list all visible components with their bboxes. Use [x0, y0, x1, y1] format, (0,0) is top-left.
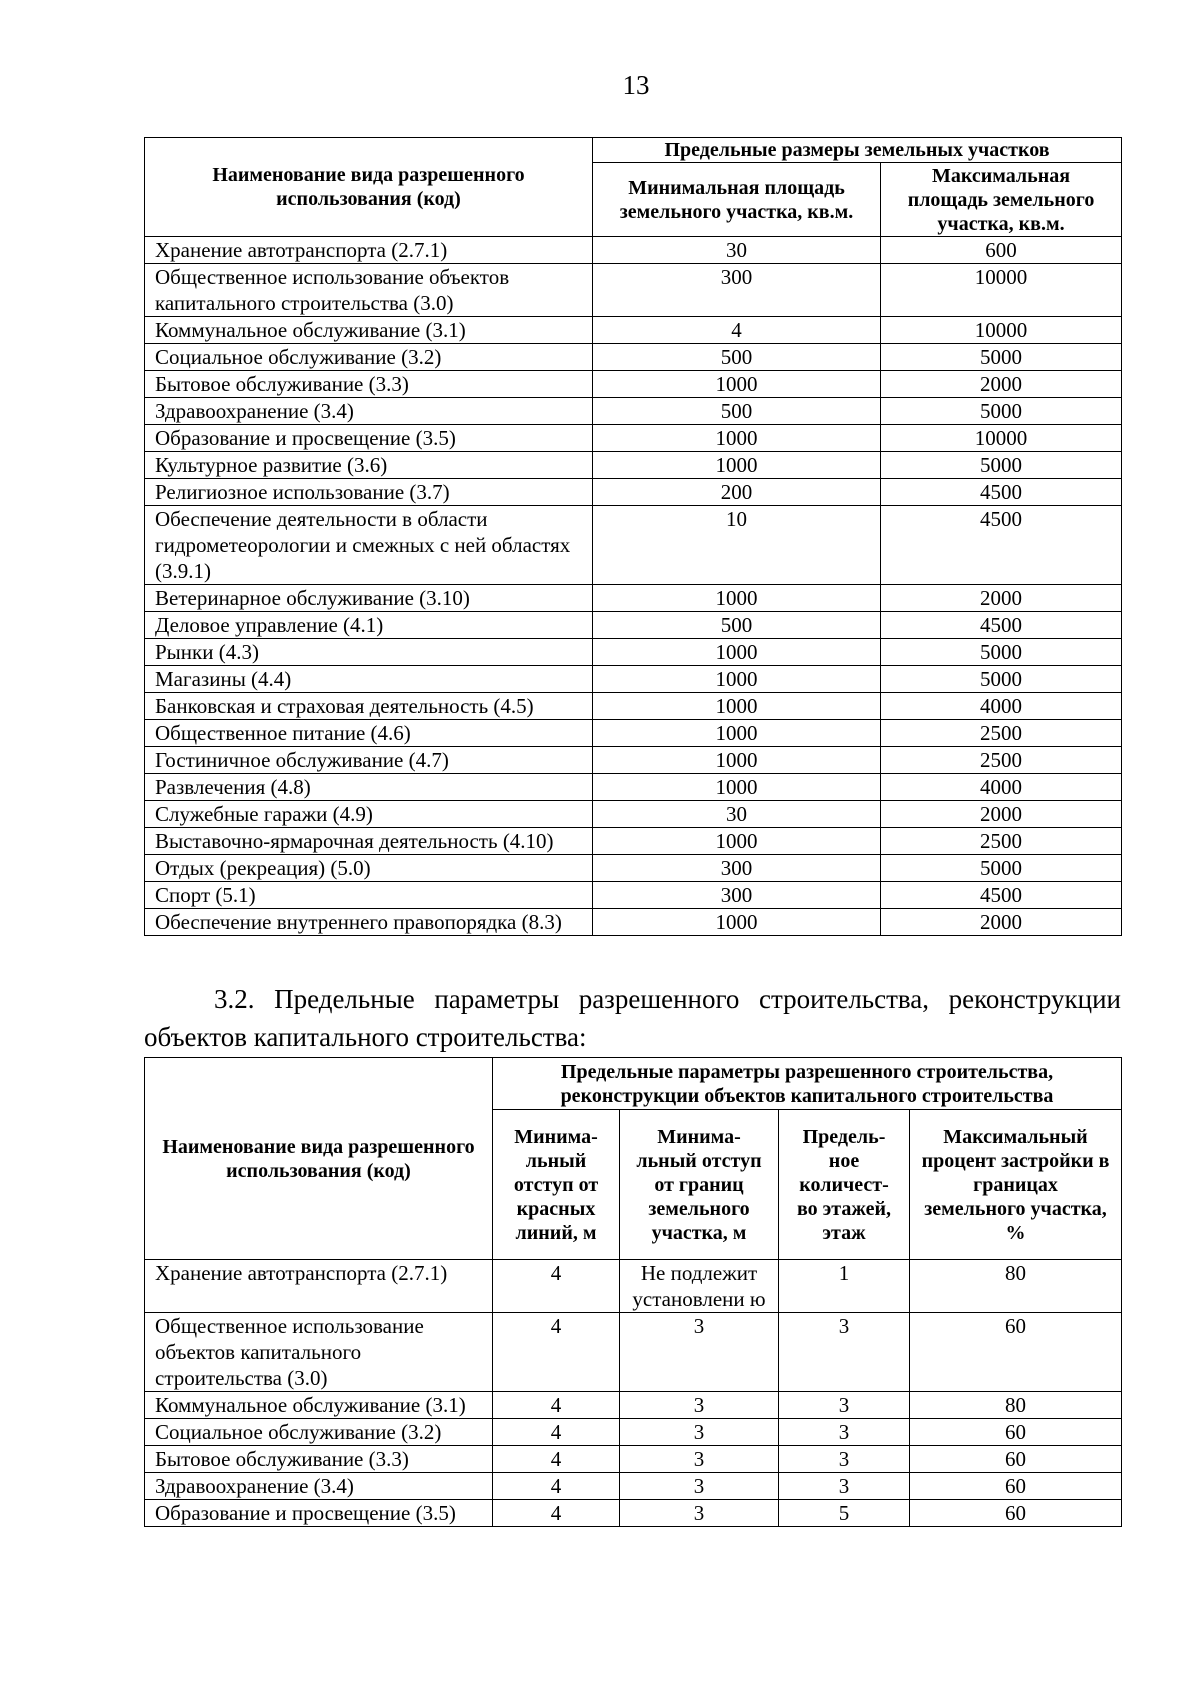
table-cell-name: Религиозное использование (3.7) [145, 479, 593, 506]
table-cell-value: 1000 [593, 747, 881, 774]
table-cell-name: Служебные гаражи (4.9) [145, 801, 593, 828]
land-plot-size-table [144, 137, 1122, 936]
table-cell-value: 10000 [881, 425, 1122, 452]
table-cell-value: 5000 [881, 666, 1122, 693]
table-cell-value: 10000 [881, 317, 1122, 344]
table-cell-name: Отдых (рекреация) (5.0) [145, 855, 593, 882]
t1-header-min: Минимальная площадь земельного участка, кв.м. [593, 163, 881, 237]
table-row [145, 747, 1122, 774]
table-cell-value: 2000 [881, 585, 1122, 612]
table-cell-value: 4 [593, 317, 881, 344]
table-row [145, 1419, 1122, 1446]
table-cell-value: 30 [593, 237, 881, 264]
table-row [145, 344, 1122, 371]
table-cell-name: Рынки (4.3) [145, 639, 593, 666]
table-cell-name: Обеспечение внутреннего правопорядка (8.3) [145, 909, 593, 936]
table-cell-value: 500 [593, 612, 881, 639]
table-cell-name: Выставочно-ярмарочная деятельность (4.10) [145, 828, 593, 855]
table-cell-value: 300 [593, 882, 881, 909]
table-row [145, 1313, 1122, 1392]
page-number: 13 [622, 70, 650, 100]
t2-header-name: Наименование вида разрешенного использования (код) [145, 1058, 493, 1260]
t2-header-c2: Минима-льный отступ от границ земельного участка, м [620, 1110, 779, 1260]
table-row [145, 855, 1122, 882]
table-row [145, 1392, 1122, 1419]
table-cell-value: 80 [910, 1392, 1122, 1419]
table-cell-value: 10 [593, 506, 881, 585]
table-cell-value: 1000 [593, 371, 881, 398]
table-cell-value: Не подлежит установлени ю [620, 1260, 779, 1313]
table-row [145, 585, 1122, 612]
table-cell-value: 4 [493, 1260, 620, 1313]
table-cell-value: 5 [779, 1500, 910, 1527]
table-cell-value: 60 [910, 1419, 1122, 1446]
table-cell-value: 4 [493, 1419, 620, 1446]
table-cell-value: 2500 [881, 828, 1122, 855]
t2-header-group: Предельные параметры разрешенного строительства, реконструкции объектов капитального строительства [493, 1058, 1122, 1110]
table-cell-value: 1000 [593, 720, 881, 747]
table-cell-name: Гостиничное обслуживание (4.7) [145, 747, 593, 774]
table-cell-name: Ветеринарное обслуживание (3.10) [145, 585, 593, 612]
table-cell-name: Общественное использование объектов капитального строительства (3.0) [145, 264, 593, 317]
table-cell-value: 3 [779, 1419, 910, 1446]
section-paragraph: 3.2. Предельные параметры разрешенного строительства, реконструкции объектов капитального строительства: [144, 984, 1121, 1052]
table-cell-value: 200 [593, 479, 881, 506]
table-cell-name: Коммунальное обслуживание (3.1) [145, 1392, 493, 1419]
table-row [145, 882, 1122, 909]
table-cell-value: 4500 [881, 882, 1122, 909]
table-cell-value: 3 [620, 1446, 779, 1473]
table-cell-name: Магазины (4.4) [145, 666, 593, 693]
table-cell-value: 300 [593, 264, 881, 317]
table-cell-value: 1000 [593, 909, 881, 936]
table-cell-value: 3 [779, 1313, 910, 1392]
table-cell-value: 4 [493, 1313, 620, 1392]
table-cell-value: 500 [593, 344, 881, 371]
table-cell-name: Бытовое обслуживание (3.3) [145, 1446, 493, 1473]
table-cell-value: 3 [620, 1419, 779, 1446]
table-cell-name: Бытовое обслуживание (3.3) [145, 371, 593, 398]
table-row [145, 720, 1122, 747]
table-cell-value: 300 [593, 855, 881, 882]
table-cell-value: 600 [881, 237, 1122, 264]
table-cell-value: 2000 [881, 371, 1122, 398]
table-cell-value: 4000 [881, 774, 1122, 801]
table-cell-name: Обеспечение деятельности в области гидрометеорологии и смежных с ней областях (3.9.1) [145, 506, 593, 585]
table-cell-name: Общественное использование объектов капитального строительства (3.0) [145, 1313, 493, 1392]
table-row [145, 1500, 1122, 1527]
table-cell-name: Здравоохранение (3.4) [145, 398, 593, 425]
table-row [145, 693, 1122, 720]
table-cell-value: 60 [910, 1500, 1122, 1527]
table-row [145, 237, 1122, 264]
table-cell-value: 4500 [881, 612, 1122, 639]
t1-header-max: Максимальная площадь земельного участка, кв.м. [881, 163, 1122, 237]
construction-params-table [144, 1057, 1122, 1527]
table-row [145, 1473, 1122, 1500]
t1-header-group: Предельные размеры земельных участков [593, 138, 1122, 163]
table-cell-value: 1000 [593, 425, 881, 452]
table-cell-value: 4500 [881, 479, 1122, 506]
table-cell-value: 10000 [881, 264, 1122, 317]
table-cell-name: Коммунальное обслуживание (3.1) [145, 317, 593, 344]
table-row [145, 774, 1122, 801]
table-row [145, 371, 1122, 398]
table-cell-name: Общественное питание (4.6) [145, 720, 593, 747]
table-cell-value: 1000 [593, 452, 881, 479]
table-row [145, 398, 1122, 425]
table-cell-value: 3 [620, 1473, 779, 1500]
table-row [145, 425, 1122, 452]
table-cell-value: 3 [779, 1446, 910, 1473]
table-cell-value: 60 [910, 1446, 1122, 1473]
table-cell-value: 1000 [593, 828, 881, 855]
table-row [145, 1260, 1122, 1313]
table-row [145, 801, 1122, 828]
table-cell-value: 30 [593, 801, 881, 828]
table-cell-value: 80 [910, 1260, 1122, 1313]
table-cell-value: 2500 [881, 720, 1122, 747]
table-cell-value: 4500 [881, 506, 1122, 585]
table-cell-value: 5000 [881, 452, 1122, 479]
table-cell-name: Здравоохранение (3.4) [145, 1473, 493, 1500]
table-row [145, 452, 1122, 479]
table-cell-value: 3 [620, 1392, 779, 1419]
table-cell-value: 1000 [593, 585, 881, 612]
table-cell-value: 4000 [881, 693, 1122, 720]
table-row [145, 909, 1122, 936]
table-cell-value: 1000 [593, 666, 881, 693]
table-cell-value: 3 [620, 1500, 779, 1527]
t2-body [145, 1260, 1122, 1527]
table-cell-value: 2000 [881, 909, 1122, 936]
table-cell-value: 500 [593, 398, 881, 425]
table-cell-value: 4 [493, 1392, 620, 1419]
table-cell-value: 5000 [881, 855, 1122, 882]
table-cell-name: Социальное обслуживание (3.2) [145, 1419, 493, 1446]
table-row [145, 666, 1122, 693]
table-cell-name: Образование и просвещение (3.5) [145, 1500, 493, 1527]
table-cell-name: Социальное обслуживание (3.2) [145, 344, 593, 371]
table-cell-value: 3 [779, 1392, 910, 1419]
table-cell-value: 4 [493, 1473, 620, 1500]
table-cell-value: 5000 [881, 344, 1122, 371]
table-cell-value: 1000 [593, 693, 881, 720]
table-cell-value: 5000 [881, 398, 1122, 425]
table-row [145, 828, 1122, 855]
t2-header-c1: Минима-льный отступ от красных линий, м [493, 1110, 620, 1260]
table-cell-value: 5000 [881, 639, 1122, 666]
t2-header-c3: Предель-ное количест-во этажей, этаж [779, 1110, 910, 1260]
table-row [145, 612, 1122, 639]
table-row [145, 317, 1122, 344]
table-cell-value: 3 [779, 1473, 910, 1500]
table-cell-value: 4 [493, 1446, 620, 1473]
table-row [145, 639, 1122, 666]
table-cell-name: Хранение автотранспорта (2.7.1) [145, 1260, 493, 1313]
table-cell-value: 1000 [593, 639, 881, 666]
table-cell-value: 1000 [593, 774, 881, 801]
table-cell-value: 2000 [881, 801, 1122, 828]
t2-header-c4: Максимальный процент застройки в границах земельного участка, % [910, 1110, 1122, 1260]
table-row [145, 506, 1122, 585]
table-cell-name: Образование и просвещение (3.5) [145, 425, 593, 452]
table-cell-name: Хранение автотранспорта (2.7.1) [145, 237, 593, 264]
table-cell-name: Спорт (5.1) [145, 882, 593, 909]
t1-header-name: Наименование вида разрешенного использования (код) [145, 138, 593, 237]
table-cell-name: Культурное развитие (3.6) [145, 452, 593, 479]
table-row [145, 479, 1122, 506]
table-cell-value: 2500 [881, 747, 1122, 774]
table-cell-value: 3 [620, 1313, 779, 1392]
table-row [145, 1446, 1122, 1473]
table-cell-name: Развлечения (4.8) [145, 774, 593, 801]
t1-body [145, 237, 1122, 936]
table-cell-value: 60 [910, 1473, 1122, 1500]
table-row [145, 264, 1122, 317]
table-cell-name: Банковская и страховая деятельность (4.5) [145, 693, 593, 720]
table-cell-value: 4 [493, 1500, 620, 1527]
table-cell-value: 1 [779, 1260, 910, 1313]
table-cell-value: 60 [910, 1313, 1122, 1392]
table-cell-name: Деловое управление (4.1) [145, 612, 593, 639]
